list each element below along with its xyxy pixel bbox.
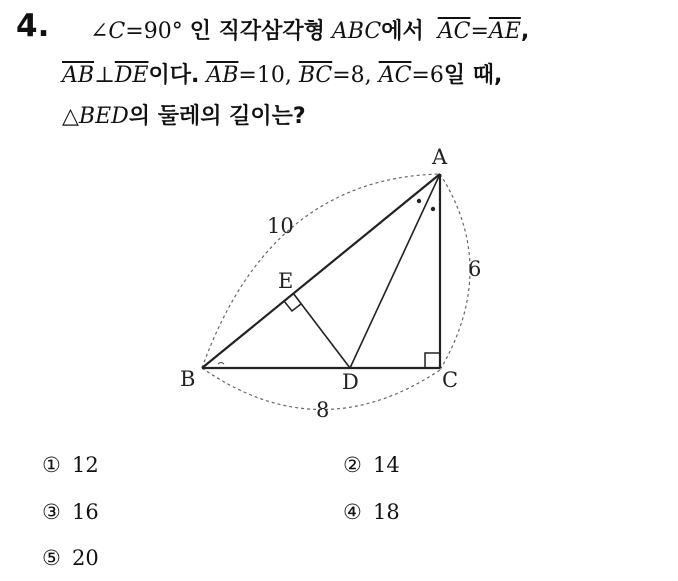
choice-mark: ②	[343, 453, 362, 477]
label-d: D	[342, 370, 359, 394]
eseo-text: 에서	[381, 19, 424, 44]
choice-value: 12	[72, 453, 99, 477]
segment-ab: $\overline{AB}$	[62, 63, 95, 88]
right-angle-e	[284, 301, 301, 311]
length-ac: 6	[468, 257, 482, 281]
choice-3[interactable]	[42, 500, 99, 524]
segment-ad-line	[350, 174, 440, 368]
ab-value: =10,	[238, 63, 292, 88]
triangle-bed: △BED	[62, 104, 129, 129]
ac-value: =6	[411, 63, 444, 88]
question-line-3	[62, 99, 306, 130]
side-ab	[202, 174, 440, 368]
choice-value: 14	[373, 453, 400, 477]
right-triangle-text: 인 직각삼각형	[189, 19, 325, 44]
choice-value: 20	[72, 546, 99, 570]
question-line-2	[62, 58, 502, 89]
segment-de-line	[293, 293, 350, 368]
segment-ab-2: $\overline{AB}$	[206, 63, 239, 88]
choice-5[interactable]	[42, 546, 99, 570]
question-number: 4.	[16, 8, 50, 44]
right-angle-c	[425, 353, 440, 368]
segment-ac-2: $\overline{AC}$	[378, 63, 412, 88]
segment-ae: $\overline{AE}$	[488, 19, 521, 44]
bc-value: =8,	[332, 63, 372, 88]
label-e: E	[278, 269, 294, 293]
angle-c: ∠C	[90, 19, 126, 44]
arc-ac	[440, 174, 470, 370]
length-bc: 8	[316, 398, 330, 422]
ilttae-text: 일 때,	[443, 63, 503, 88]
equals-sign: =	[470, 19, 489, 44]
choice-mark: ⑤	[42, 546, 61, 570]
label-c: C	[442, 368, 459, 392]
triangle-abc: ABC	[331, 19, 382, 44]
equals-90: =90°	[125, 19, 183, 44]
perimeter-question: 의 둘레의 길이는?	[128, 104, 306, 129]
label-b: B	[180, 367, 196, 391]
triangle-figure	[170, 138, 530, 428]
choice-value: 18	[373, 500, 400, 524]
comma: ,	[520, 19, 530, 44]
ida-text: 이다.	[148, 63, 200, 88]
question-line-1	[90, 14, 529, 45]
angle-dot-2	[431, 207, 435, 211]
label-a: A	[432, 145, 448, 169]
length-ab: 10	[267, 214, 294, 238]
choice-value: 16	[72, 500, 99, 524]
choice-2[interactable]	[343, 453, 400, 477]
segment-ac: $\overline{AC}$	[437, 19, 471, 44]
segment-de: $\overline{DE}$	[114, 63, 149, 88]
choice-mark: ④	[343, 500, 362, 524]
segment-bc: $\overline{BC}$	[298, 63, 333, 88]
choice-4[interactable]	[343, 500, 400, 524]
angle-mark-b	[218, 363, 224, 365]
angle-dot-1	[417, 199, 421, 203]
perp-sign: ⊥	[94, 63, 115, 88]
choice-1[interactable]	[42, 453, 99, 477]
choice-mark: ③	[42, 500, 61, 524]
choice-mark: ①	[42, 453, 61, 477]
